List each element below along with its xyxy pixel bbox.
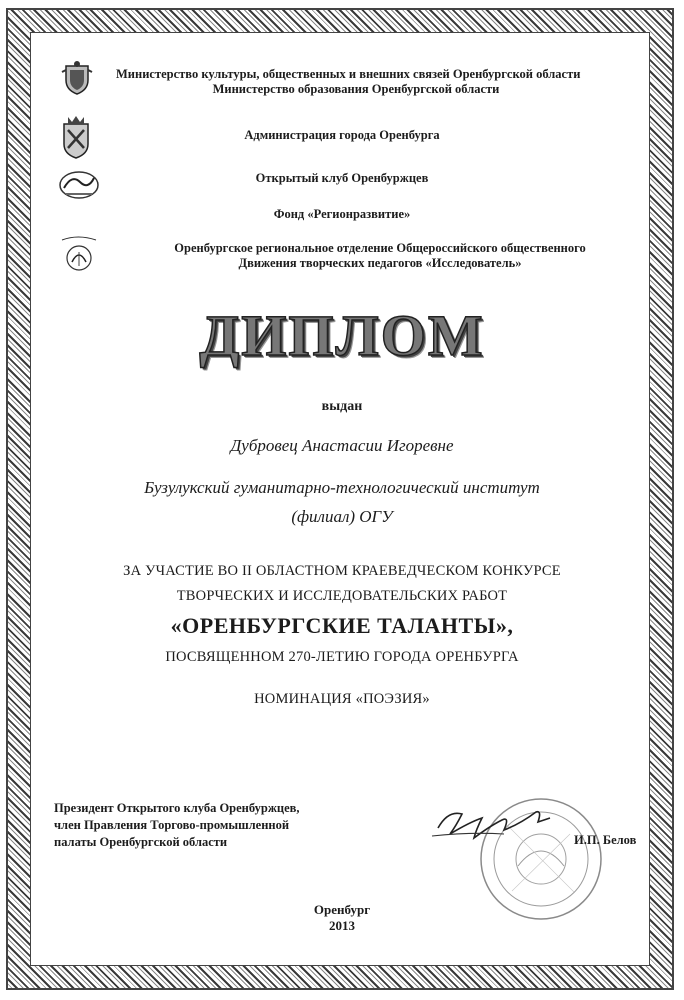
participation-line2: ТВОРЧЕСКИХ И ИССЛЕДОВАТЕЛЬСКИХ РАБОТ [176,588,508,604]
signer-title-line1: Президент Открытого клуба Оренбуржцев, [54,801,300,815]
nomination-line: НОМИНАЦИЯ «ПОЭЗИЯ» [254,691,430,707]
contest-name: «ОРЕНБУРГСКИЕ ТАЛАНТЫ», [170,613,514,638]
diploma-title [0,302,684,369]
signer-title [54,800,300,851]
participation-line1: ЗА УЧАСТИЕ ВО II ОБЛАСТНОМ КРАЕВЕДЧЕСКОМ КОНКУРСЕ [123,563,561,579]
issued-label: выдан [321,399,363,414]
org-ministry-education: Министерство образования Оренбургской области [212,82,500,96]
institution-line1: Бузулукский гуманитарно-технологический институт [144,478,540,497]
org-ministry-culture: Министерство культуры, общественных и внешних связей Оренбургской области [116,67,581,81]
org-fund: Фонд «Регионразвитие» [273,207,411,221]
signature [430,800,580,850]
city: Оренбург [313,902,371,917]
signer-title-line2: член Правления Торгово-промышленной [54,818,290,832]
institution-line2: (филиал) ОГУ [291,507,393,526]
org-open-club: Открытый клуб Оренбуржцев [255,171,429,185]
dedication-line: ПОСВЯЩЕННОМ 270-ЛЕТИЮ ГОРОДА ОРЕНБУРГА [165,649,519,665]
coat-of-arms-icon [60,60,94,96]
year: 2013 [329,918,355,933]
org-teachers-movement: Движения творческих педагогов «Исследователь» [238,256,522,270]
org-regional-branch: Оренбургское региональное отделение Общероссийского общественного [174,241,586,255]
signer-title-line3: палаты Оренбургской области [54,835,228,849]
org-city-administration: Администрация города Оренбурга [244,128,440,142]
diploma-title-text: ДИПЛОМ [199,303,485,368]
place-and-year [0,902,684,934]
recipient-name: Дубровец Анастасии Игоревне [230,436,454,455]
signer-name: И.П. Белов [574,833,637,847]
